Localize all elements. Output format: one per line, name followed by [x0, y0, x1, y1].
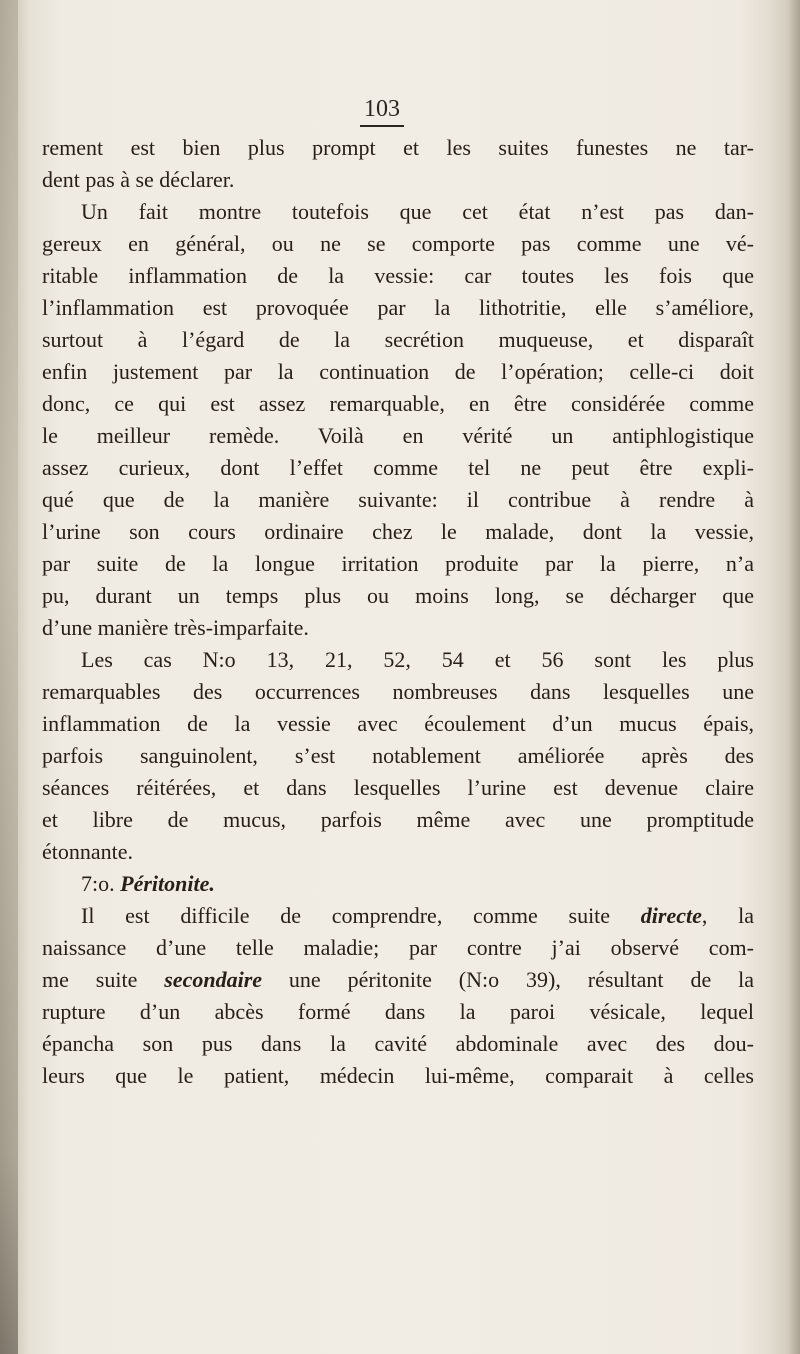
text-line: dent pas à se déclarer. — [42, 167, 235, 192]
text-line: ritable inflammation de la vessie: car toutes les fois que — [42, 263, 754, 288]
text-line: naissance d’une telle maladie; par contre j’ai observé com- — [42, 935, 754, 960]
emphasis-directe: directe — [640, 903, 702, 928]
page-binding-shadow — [0, 0, 18, 1354]
text-line: inflammation de la vessie avec écoulement d’un mucus épais, — [42, 711, 754, 736]
text-line: et libre de mucus, parfois même avec une promptitude — [42, 807, 754, 832]
page-number-underline — [360, 125, 404, 127]
text-line: donc, ce qui est assez remarquable, en être considérée comme — [42, 391, 754, 416]
text-run: une péritonite (N:o 39), résultant de la — [262, 967, 754, 992]
text-line — [42, 900, 754, 932]
text-line: l’inflammation est provoquée par la lithotritie, elle s’améliore, — [42, 295, 754, 320]
page-edge — [788, 0, 800, 1354]
text-line: rement est bien plus prompt et les suites funestes ne tar- — [42, 135, 754, 160]
text-line: le meilleur remède. Voilà en vérité un antiphlogistique — [42, 423, 754, 448]
text-line: parfois sanguinolent, s’est notablement améliorée après des — [42, 743, 754, 768]
text-line: épancha son pus dans la cavité abdominale avec des dou- — [42, 1031, 754, 1056]
text-line: enfin justement par la continuation de l’opération; celle-ci doit — [42, 359, 754, 384]
text-run: Il est difficile de comprendre, comme suite — [81, 903, 641, 928]
text-line: gereux en général, ou ne se comporte pas comme une vé- — [42, 231, 754, 256]
text-line: pu, durant un temps plus ou moins long, se décharger que — [42, 583, 754, 608]
text-line: rupture d’un abcès formé dans la paroi vésicale, lequel — [42, 999, 754, 1024]
text-line: assez curieux, dont l’effet comme tel ne peut être expli- — [42, 455, 754, 480]
text-line: séances réitérées, et dans lesquelles l’urine est devenue claire — [42, 775, 754, 800]
text-line: Un fait montre toutefois que cet état n’est pas dan- — [81, 199, 754, 224]
section-number: 7:o. — [81, 871, 115, 896]
section-heading — [42, 868, 754, 900]
text-line: remarquables des occurrences nombreuses dans lesquelles une — [42, 679, 754, 704]
text-line: surtout à l’égard de la secrétion muqueuse, et disparaît — [42, 327, 754, 352]
emphasis-secondaire: secondaire — [164, 967, 263, 992]
text-line: l’urine son cours ordinaire chez le malade, dont la vessie, — [42, 519, 754, 544]
section-title: Péritonite. — [120, 871, 215, 896]
text-line: qué que de la manière suivante: il contribue à rendre à — [42, 487, 754, 512]
page-number: 103 — [364, 96, 400, 122]
text-line — [42, 964, 754, 996]
text-run: me suite — [42, 967, 165, 992]
text-line: étonnante. — [42, 839, 134, 864]
body-text — [42, 132, 754, 1092]
text-line: Les cas N:o 13, 21, 52, 54 et 56 sont les plus — [81, 647, 754, 672]
text-line: par suite de la longue irritation produite par la pierre, n’a — [42, 551, 754, 576]
text-line: d’une manière très-imparfaite. — [42, 615, 309, 640]
text-run: , la — [701, 903, 754, 928]
text-line: leurs que le patient, médecin lui-même, comparait à celles — [42, 1063, 754, 1088]
